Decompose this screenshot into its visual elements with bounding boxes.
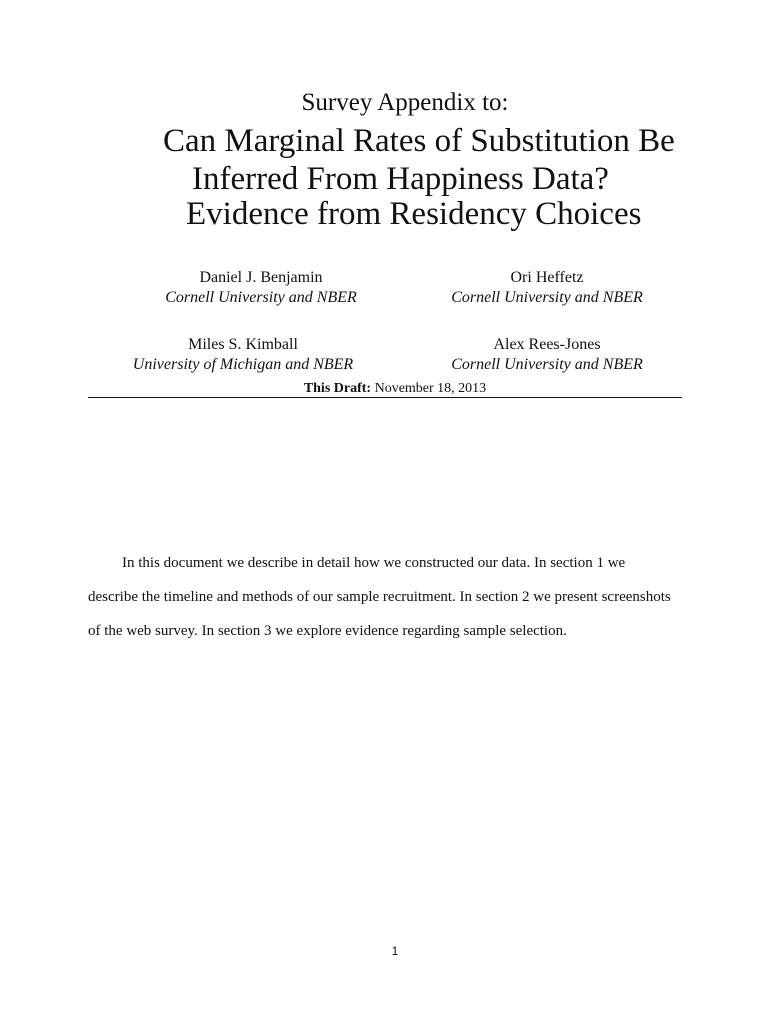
- author-affiliation: Cornell University and NBER: [451, 356, 643, 373]
- paragraph-line: describe the timeline and methods of our sample recruitment. In section 2 we present screenshots: [88, 589, 671, 605]
- author-name: Miles S. Kimball: [188, 336, 298, 353]
- draft-date: November 18, 2013: [374, 381, 487, 396]
- author-name: Ori Heffetz: [510, 269, 584, 286]
- title-line-2: Inferred From Happiness Data?: [192, 161, 609, 197]
- author-name: Daniel J. Benjamin: [199, 269, 323, 286]
- draft-date-line: [0, 380, 770, 398]
- author-affiliation: Cornell University and NBER: [165, 289, 357, 306]
- author-block: [130, 268, 392, 308]
- author-block: [446, 335, 648, 375]
- author-block: [108, 335, 378, 375]
- author-affiliation: University of Michigan and NBER: [132, 356, 354, 373]
- draft-label: This Draft:: [303, 381, 372, 396]
- author-name: Alex Rees-Jones: [493, 336, 601, 353]
- title-line-1: Can Marginal Rates of Substitution Be: [163, 123, 675, 159]
- author-block: [446, 268, 648, 308]
- page-number: 1: [391, 944, 399, 958]
- title-line-3: Evidence from Residency Choices: [186, 196, 642, 232]
- document-subtitle: Survey Appendix to:: [301, 89, 509, 116]
- author-affiliation: Cornell University and NBER: [451, 289, 643, 306]
- header-divider: [88, 397, 682, 398]
- paragraph-line: of the web survey. In section 3 we explore evidence regarding sample selection.: [88, 623, 567, 639]
- paragraph-line: In this document we describe in detail how we constructed our data. In section 1 we: [122, 555, 626, 571]
